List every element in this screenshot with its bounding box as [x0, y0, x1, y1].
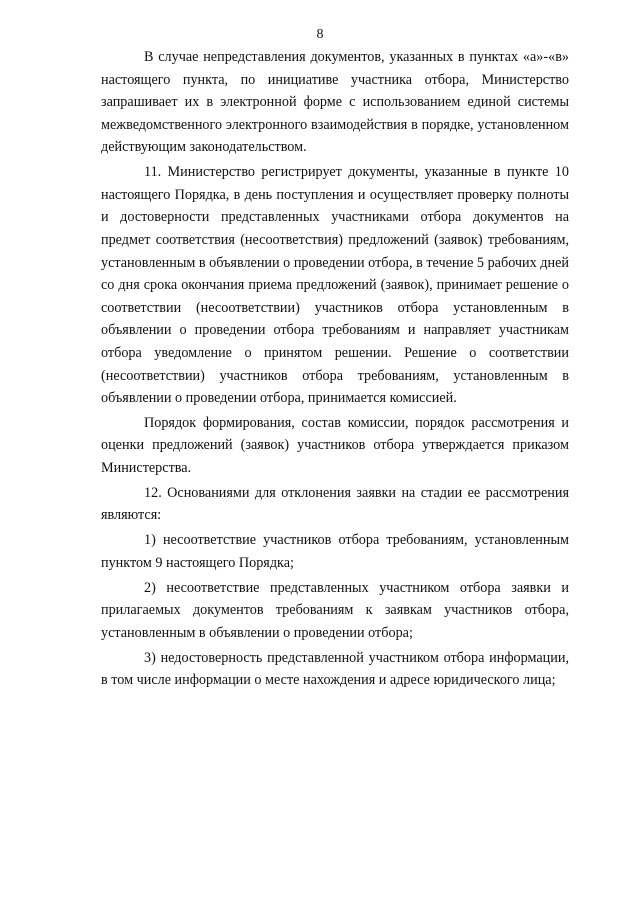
- list-item-3: 3) недостоверность представленной участником отбора информации, в том числе информации о месте нахождения и адресе юридического лица;: [101, 649, 569, 689]
- page-number: 8: [316, 27, 324, 42]
- list-item-1: 1) несоответствие участников отбора требованиям, установленным пунктом 9 настоящего Порядка;: [101, 532, 569, 571]
- paragraph-item-12: 12. Основаниями для отклонения заявки на стадии ее рассмотрения являются:: [101, 484, 569, 524]
- paragraph-item-11: 11. Министерство регистрирует документы, указанные в пункте 10 настоящего Порядка, в день поступления и осуществляет проверку полноты и достоверности представленных участниками отбора документов на предмет соответствия (несоответствия) предложений (заявок) требованиям, установленным в объявлении о проведении отбора, в течение 5 рабочих дней со дня срока окончания приема предложений (заявок), принимает решение о соответствии (несоответствии) участников отбора установленным в объявлении о проведении отбора требованиям и направляет участникам отбора уведомление о принятом решении. Решение о соответствии (несоответствии) участников отбора требованиям, установленным в объявлении о проведении отбора, принимается комиссией.: [101, 164, 569, 407]
- paragraph-commission-procedure: Порядок формирования, состав комиссии, порядок рассмотрения и оценки предложений (заявок) участников отбора утверждается приказом Министерства.: [101, 414, 569, 477]
- paragraph-document-request: В случае непредставления документов, указанных в пунктах «а»-«в» настоящего пункта, по инициативе участника отбора, Министерство запрашивает их в электронной форме с использованием единой системы межведомственного электронного взаимодействия в порядке, установленном действующим законодательством.: [101, 49, 569, 156]
- page-body: [101, 46, 569, 692]
- list-item-2: 2) несоответствие представленных участником отбора заявки и прилагаемых документов требованиям к заявкам участников отбора, установленным в объявлении о проведении отбора;: [101, 579, 569, 641]
